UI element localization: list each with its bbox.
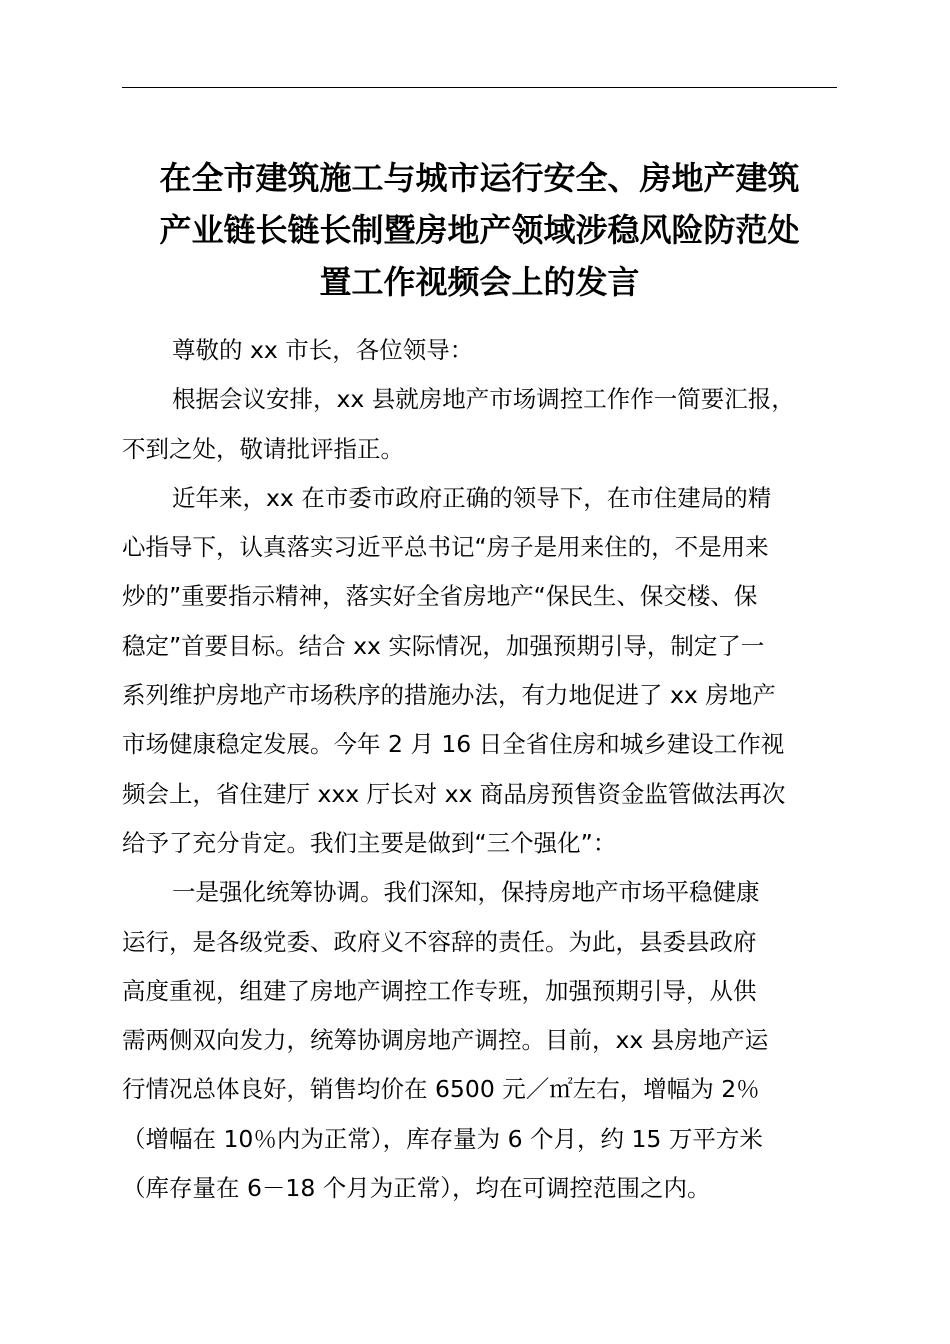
title-line: 在全市建筑施工与城市运行安全、房地产建筑 xyxy=(159,159,800,197)
text-line: 行情况总体良好，销售均价在 6500 元／㎡左右，增幅为 2％ xyxy=(122,1075,760,1104)
text-line: 根据会议安排，xx 县就房地产市场调控工作作一简要汇报， xyxy=(172,385,795,414)
text-line: （库存量在 6－18 个月为正常），均在可调控范围之内。 xyxy=(122,1174,711,1203)
text-line: 不到之处，敬请批评指正。 xyxy=(122,434,404,463)
text-line: 稳定”首要目标。结合 xx 实际情况，加强预期引导，制定了一 xyxy=(122,631,765,660)
text-line: 心指导下，认真落实习近平总书记“房子是用来住的，不是用来 xyxy=(122,533,769,562)
title-line: 置工作视频会上的发言 xyxy=(319,263,640,301)
text-line: 一是强化统筹协调。我们深知，保持房地产市场平稳健康 xyxy=(172,878,760,907)
text-line: 高度重视，组建了房地产调控工作专班，加强预期引导，从供 xyxy=(122,976,757,1005)
point-one-paragraph xyxy=(122,868,842,1213)
text-line: 近年来，xx 在市委市政府正确的领导下，在市住建局的精 xyxy=(172,483,772,512)
text-line: 给予了充分肯定。我们主要是做到“三个强化”： xyxy=(122,828,617,857)
text-line: 运行，是各级党委、政府义不容辞的责任。为此，县委县政府 xyxy=(122,927,757,956)
text-line: 炒的”重要指示精神，落实好全省房地产“保民生、保交楼、保 xyxy=(122,582,758,611)
title-line: 产业链长链长制暨房地产领域涉稳风险防范处 xyxy=(159,211,800,249)
text-line: 需两侧双向发力，统筹协调房地产调控。目前，xx 县房地产运 xyxy=(122,1026,769,1055)
text-line: 尊敬的 xx 市长，各位领导： xyxy=(172,336,474,364)
text-line: 频会上，省住建厅 xxx 厅长对 xx 商品房预售资金监管做法再次 xyxy=(122,779,786,808)
background-paragraph xyxy=(122,474,842,868)
salutation-paragraph xyxy=(122,326,842,375)
text-line: 系列维护房地产市场秩序的措施办法，有力地促进了 xx 房地产 xyxy=(122,681,776,710)
intro-paragraph xyxy=(122,375,842,474)
document-body xyxy=(122,326,842,1213)
document-title xyxy=(112,152,847,308)
text-line: 市场健康稳定发展。今年 2 月 16 日全省住房和城乡建设工作视 xyxy=(122,730,785,759)
text-line: （增幅在 10％内为正常），库存量为 6 个月，约 15 万平方米 xyxy=(122,1124,763,1153)
header-rule xyxy=(122,87,837,88)
